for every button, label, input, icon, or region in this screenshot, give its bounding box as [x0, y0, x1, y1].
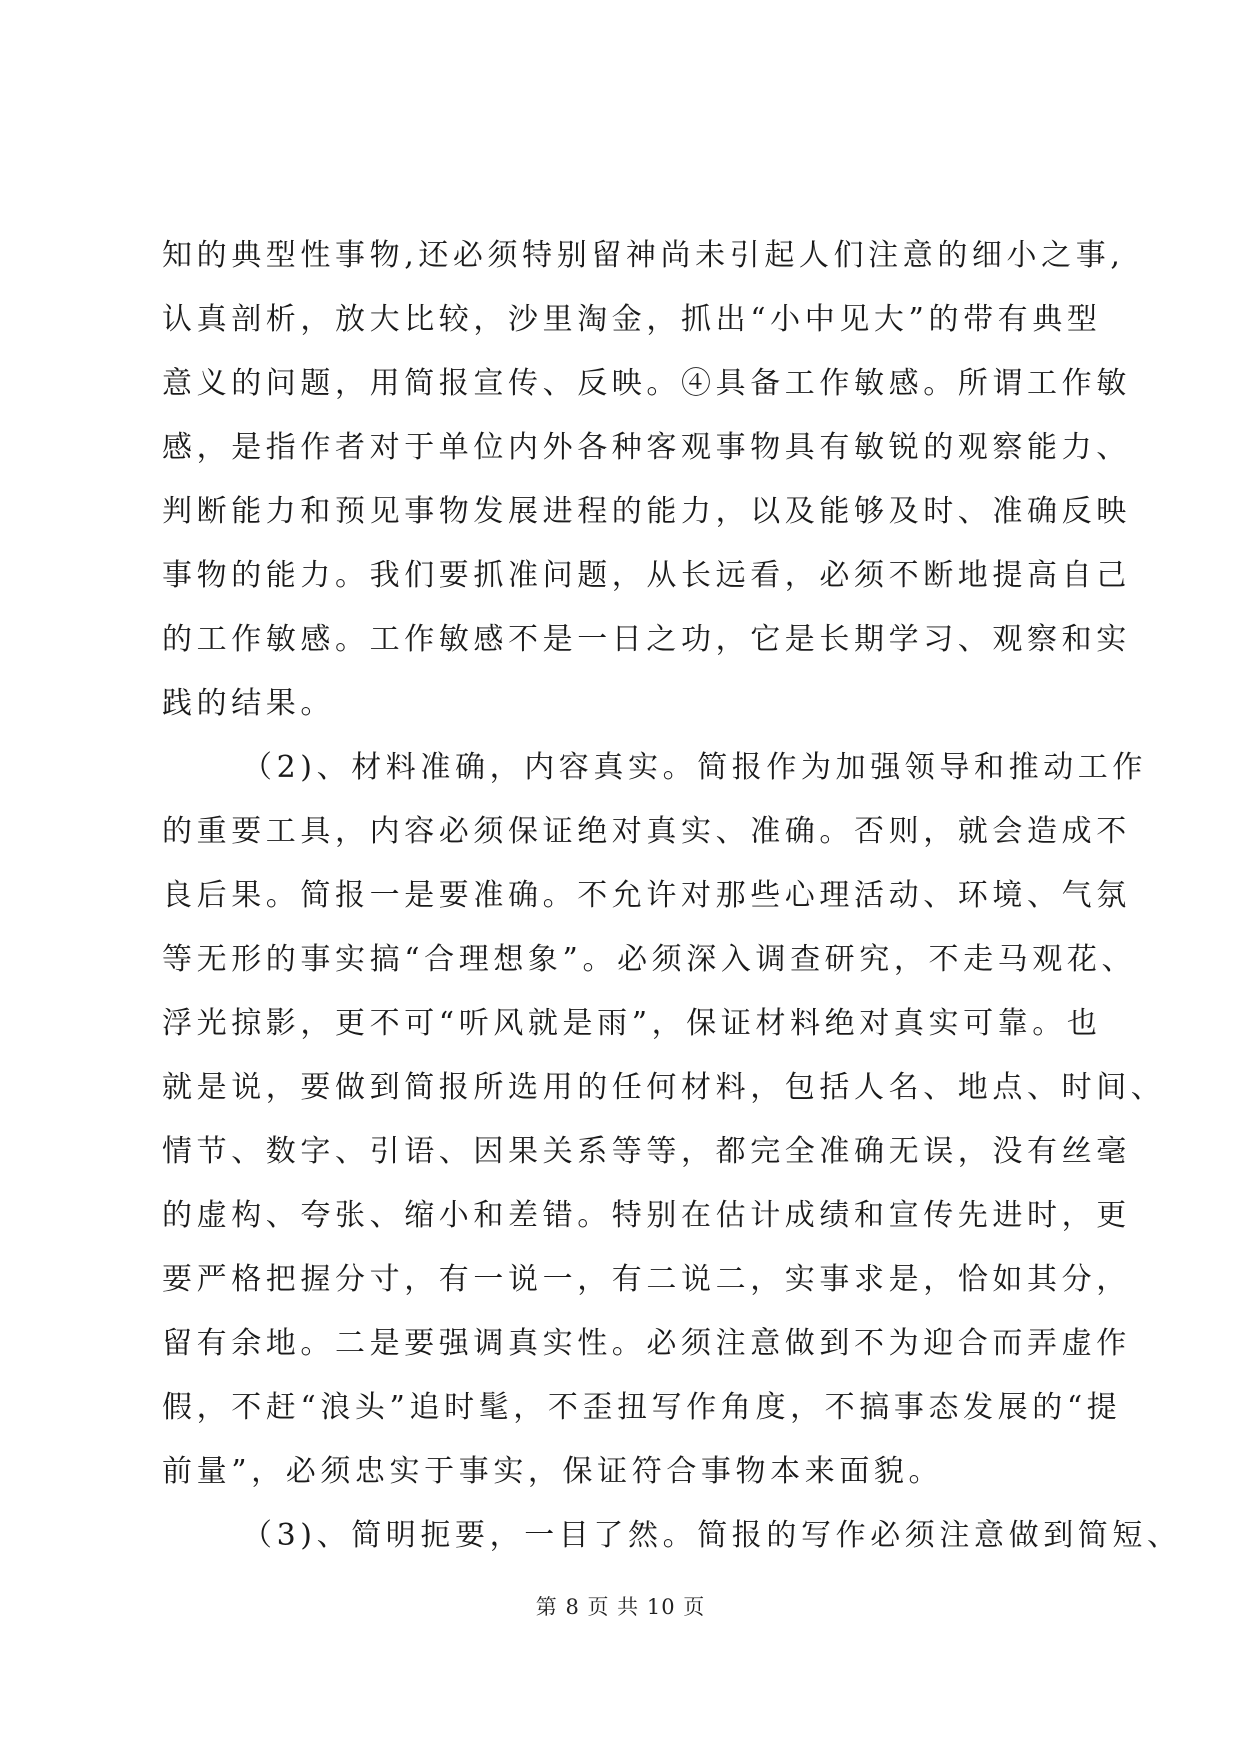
page-footer: 第 8 页 共 10 页	[535, 1595, 706, 1619]
body-line: 判断能力和预见事物发展进程的能力，以及能够及时、准确反映	[162, 494, 1131, 529]
body-line: 浮光掠影，更不可“听风就是雨”，保证材料绝对真实可靠。也	[162, 1006, 1102, 1041]
body-line: 前量”，必须忠实于事实，保证符合事物本来面貌。	[162, 1454, 944, 1489]
body-line: 等无形的事实搞“合理想象”。必须深入调查研究，不走马观花、	[162, 942, 1137, 977]
body-line: 认真剖析，放大比较，沙里淘金，抓出“小中见大”的带有典型	[162, 302, 1102, 337]
body-line: 就是说，要做到简报所选用的任何材料，包括人名、地点、时间、	[162, 1070, 1166, 1105]
body-line: 意义的问题，用简报宣传、反映。④具备工作敏感。所谓工作敏	[162, 366, 1131, 401]
body-line: 假，不赶“浪头”追时髦，不歪扭写作角度，不搞事态发展的“提	[162, 1390, 1122, 1425]
body-line: 事物的能力。我们要抓准问题，从长远看，必须不断地提高自己	[162, 558, 1131, 593]
body-line: 践的结果。	[162, 686, 335, 721]
body-line: 感，是指作者对于单位内外各种客观事物具有敏锐的观察能力、	[162, 430, 1131, 465]
body-line: 要严格把握分寸，有一说一，有二说二，实事求是，恰如其分，	[162, 1262, 1131, 1297]
paragraph-start-line: （2)、材料准确，内容真实。简报作为加强领导和推动工作	[242, 750, 1147, 785]
body-line: 的重要工具，内容必须保证绝对真实、准确。否则，就会造成不	[162, 814, 1131, 849]
body-line: 留有余地。二是要强调真实性。必须注意做到不为迎合而弄虚作	[162, 1326, 1131, 1361]
body-line: 知的典型性事物,还必须特别留神尚未引起人们注意的细小之事,	[162, 238, 1125, 273]
body-line: 的工作敏感。工作敏感不是一日之功，它是长期学习、观察和实	[162, 622, 1131, 657]
body-line: 情节、数字、引语、因果关系等等，都完全准确无误，没有丝毫	[162, 1134, 1131, 1169]
body-line: 良后果。简报一是要准确。不允许对那些心理活动、环境、气氛	[162, 878, 1131, 913]
paragraph-start-line: （3)、简明扼要，一目了然。简报的写作必须注意做到简短、	[242, 1518, 1182, 1553]
body-line: 的虚构、夸张、缩小和差错。特别在估计成绩和宣传先进时，更	[162, 1198, 1131, 1233]
